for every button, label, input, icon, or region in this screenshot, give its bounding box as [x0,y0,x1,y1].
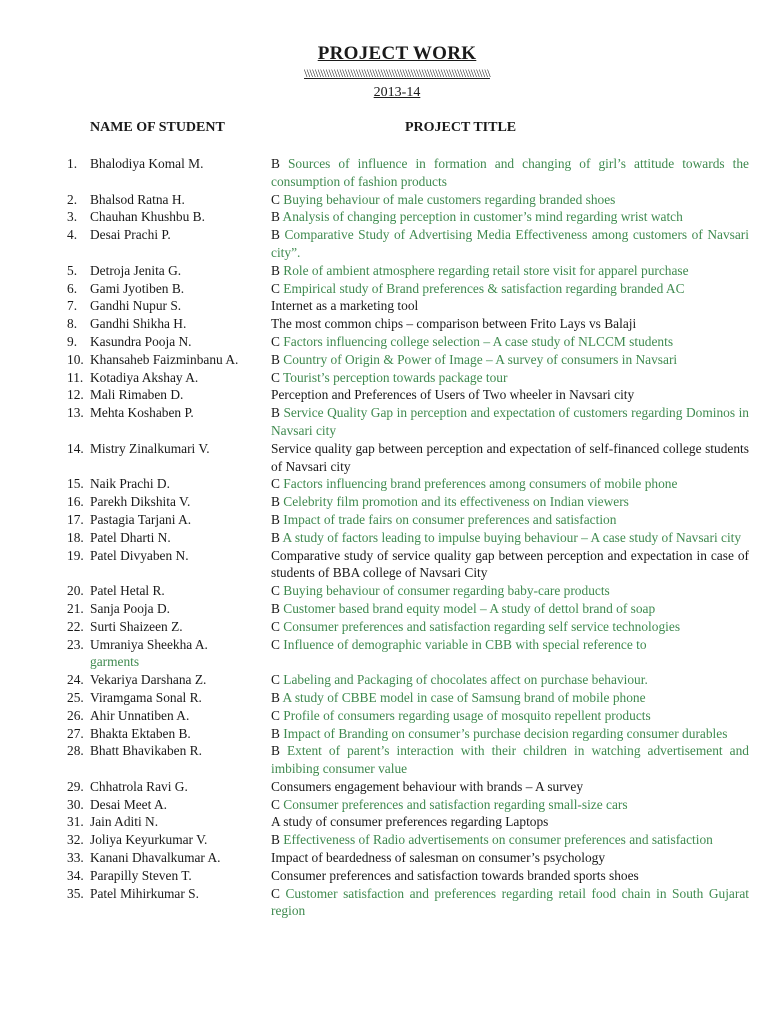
student-name: Mehta Koshaben P. [90,405,194,421]
project-title-cell [271,582,749,600]
project-list [0,155,768,920]
row-number: 1. [67,156,78,171]
list-item [0,529,768,547]
list-item [0,333,768,351]
list-item [0,547,768,583]
row-number: 23. [67,636,84,652]
row-number: 7. [67,298,78,314]
project-title-cell [271,404,749,440]
project-title: Profile of consumers regarding usage of mosquito repellent products [283,707,651,723]
row-number: 33. [67,850,84,866]
student-name: Patel Mihirkumar S. [90,885,199,901]
grade-letter: B [271,262,280,278]
project-title: Extent of parent’s interaction with their children in watching advertisement and imbibing consumer value [271,743,749,777]
list-item [0,511,768,529]
grade-letter: C [271,672,280,688]
grade-letter: B [271,209,280,225]
grade-letter: C [271,796,280,812]
grade-letter: B [271,529,280,545]
row-number: 16. [67,494,84,510]
grade-letter: C [271,333,280,349]
list-item [0,671,768,689]
student-name: Mali Rimaben D. [90,387,184,403]
project-title: Empirical study of Brand preferences & satisfaction regarding branded AC [283,280,685,296]
list-item [0,689,768,707]
student-name: Bhalodiya Komal M. [90,156,204,171]
list-item [0,369,768,387]
list-item [0,742,768,778]
list-item [0,191,768,209]
row-number: 24. [67,672,84,688]
project-title-cell [271,315,749,333]
project-title-cell [271,689,749,707]
row-number: 11. [67,369,84,385]
project-title: Consumer preferences and satisfaction regarding self service technologies [283,618,681,634]
list-item [0,600,768,618]
student-name: Parapilly Steven T. [90,867,192,883]
student-name: Khansaheb Faizminbanu A. [90,351,239,367]
project-title-cell [271,369,749,387]
project-title: Tourist’s perception towards package tour [283,369,508,385]
project-title: Consumers engagement behaviour with brands – A survey [271,778,584,794]
grade-letter: B [271,494,280,510]
column-header-title: PROJECT TITLE [405,120,517,135]
project-title-cell [271,226,749,262]
project-title-cell [271,475,749,493]
grade-letter: B [271,725,280,741]
list-item [0,849,768,867]
row-number: 20. [67,583,84,599]
list-item [0,885,768,921]
project-title: Effectiveness of Radio advertisements on consumer preferences and satisfaction [283,832,713,848]
row-number: 4. [67,227,78,243]
row-number: 35. [67,885,84,901]
student-name: Kasundra Pooja N. [90,333,192,349]
project-title: A study of CBBE model in case of Samsung brand of mobile phone [282,689,646,705]
row-number: 21. [67,600,84,616]
grade-letter: C [271,636,280,652]
student-name: Parekh Dikshita V. [90,494,191,510]
academic-year: 2013-14 [373,85,421,100]
project-title: Impact of trade fairs on consumer preferences and satisfaction [283,511,617,527]
student-name: Patel Divyaben N. [90,547,189,563]
list-item [0,707,768,725]
project-title: Factors influencing brand preferences among consumers of mobile phone [283,476,678,492]
project-title-cell [271,707,749,725]
grade-letter: C [271,280,280,296]
student-name: Gandhi Nupur S. [90,298,182,314]
project-title-cell [271,386,749,404]
student-name: Chauhan Khushbu B. [90,209,205,225]
row-number: 19. [67,547,84,563]
list-item [0,813,768,831]
list-item [0,796,768,814]
project-title: Country of Origin & Power of Image – A survey of consumers in Navsari [283,351,678,367]
row-number: 31. [67,814,84,830]
list-item [0,493,768,511]
grade-letter: C [271,885,280,901]
project-title-cell [271,796,749,814]
project-title: Buying behaviour of consumer regarding baby-care products [283,583,610,599]
project-title-cell [271,831,749,849]
project-title: Impact of beardedness of salesman on consumer’s psychology [271,850,606,866]
project-title-cell [271,885,749,921]
row-number: 6. [67,280,78,296]
row-number: 5. [67,262,78,278]
list-item [0,475,768,493]
student-name: Surti Shaizeen Z. [90,618,183,634]
row-number: 22. [67,618,84,634]
row-number: 29. [67,778,84,794]
project-title: Labeling and Packaging of chocolates affect on purchase behaviour. [283,672,648,688]
project-title-cell [271,671,749,689]
student-name: Vekariya Darshana Z. [90,672,207,688]
student-name: Bhakta Ektaben B. [90,725,191,741]
list-item [0,778,768,796]
project-title: Internet as a marketing tool [271,298,419,314]
row-number: 14. [67,440,84,456]
project-title-cell [271,600,749,618]
project-title-cell [271,493,749,511]
project-title: Sources of influence in formation and changing of girl’s attitude towards the consumption of fashion products [271,156,749,189]
student-name: Kanani Dhavalkumar A. [90,850,221,866]
project-title-cell [271,280,749,298]
student-name: Pastagia Tarjani A. [90,511,192,527]
project-title-cell [271,440,749,476]
list-item [0,404,768,440]
row-number: 34. [67,867,84,883]
row-number: 3. [67,209,78,225]
grade-letter: C [271,191,280,207]
list-item [0,351,768,369]
student-name: Bhalsod Ratna H. [90,191,185,207]
grade-letter: B [271,405,280,421]
list-item [0,208,768,226]
student-name: Sanja Pooja D. [90,600,170,616]
column-header-name: NAME OF STUDENT [90,120,225,135]
project-title: Consumer preferences and satisfaction regarding small-size cars [283,796,628,812]
list-item [0,297,768,315]
project-title-cell [271,547,749,583]
grade-letter: C [271,369,280,385]
grade-letter: C [271,476,280,492]
student-name: Patel Hetal R. [90,583,165,599]
project-title: Impact of Branding on consumer’s purchase decision regarding consumer durables [283,725,728,741]
project-title: Service Quality Gap in perception and expectation of customers regarding Dominos in Navsari city [271,405,749,438]
project-title-cell [271,191,749,209]
row-number: 28. [67,743,84,759]
row-number: 12. [67,387,84,403]
student-name: Desai Prachi P. [90,227,171,243]
grade-letter: C [271,707,280,723]
row-number: 10. [67,351,84,367]
project-title: Comparative study of service quality gap between perception and expectation in case of students of BBA college of Navsari City [271,547,749,581]
row-number: 9. [67,333,78,349]
row-number: 17. [67,511,84,527]
project-title: Analysis of changing perception in customer’s mind regarding wrist watch [282,209,683,225]
grade-letter: B [271,511,280,527]
row-number: 18. [67,529,84,545]
student-name: Viramgama Sonal R. [90,689,202,705]
project-title: Service quality gap between perception and expectation of self-financed college students of Navsari city [271,440,749,474]
student-name: Mistry Zinalkumari V. [90,440,210,456]
student-name: Detroja Jenita G. [90,262,182,278]
list-item [0,280,768,298]
project-title-cell [271,867,749,885]
project-title-cell [271,333,749,351]
project-title: Consumer preferences and satisfaction towards branded sports shoes [271,867,639,883]
row-number: 26. [67,707,84,723]
project-title: Customer based brand equity model – A study of dettol brand of soap [283,600,656,616]
project-title: A study of factors leading to impulse buying behaviour – A case study of Navsari city [282,529,742,545]
project-title: Buying behaviour of male customers regarding branded shoes [283,191,616,207]
student-name: Gandhi Shikha H. [90,316,187,332]
decorative-slash-line: \\\\\\\\\\\\\\\\\\\\\\\\\\\\\\\\\\\\\\\\\\\\\\\\\\\\\\\\\\\\\\\\\\\\ [304,66,490,80]
document-title: PROJECT WORK [317,43,477,64]
student-name: Bhatt Bhavikaben R. [90,743,202,759]
grade-letter: B [271,832,280,848]
project-title-cell [271,778,749,796]
student-name: Jain Aditi N. [90,814,159,830]
student-name: Naik Prachi D. [90,476,170,492]
row-number: 2. [67,191,78,207]
project-title-cell [271,351,749,369]
list-item [0,386,768,404]
list-item [0,226,768,262]
row-number: 13. [67,405,84,421]
row-number: 30. [67,796,84,812]
project-title-cell [271,511,749,529]
grade-letter: C [271,618,280,634]
list-item [0,155,768,191]
student-name: Umraniya Sheekha A. [90,636,208,652]
grade-letter: B [271,227,280,243]
project-title-cell [271,208,749,226]
grade-letter: C [271,583,280,599]
project-title: The most common chips – comparison between Frito Lays vs Balaji [271,316,637,332]
row-number: 15. [67,476,84,492]
project-title: Influence of demographic variable in CBB with special reference to [283,636,647,652]
project-title-cell [271,262,749,280]
list-item [0,636,768,672]
student-name: Joliya Keyurkumar V. [90,832,208,848]
student-name: Kotadiya Akshay A. [90,369,199,385]
project-title-cell [271,742,749,778]
row-number: 27. [67,725,84,741]
project-title-cell [271,849,749,867]
project-title: Customer satisfaction and preferences regarding retail food chain in South Gujarat region [271,885,749,919]
grade-letter: B [271,600,280,616]
project-title: Role of ambient atmosphere regarding retail store visit for apparel purchase [283,262,689,278]
list-item [0,440,768,476]
list-item [0,582,768,600]
project-title: Perception and Preferences of Users of Two wheeler in Navsari city [271,387,635,403]
project-title-cell [271,813,749,831]
grade-letter: B [271,351,280,367]
project-title: Factors influencing college selection – A case study of NLCCM students [283,333,674,349]
project-title: Celebrity film promotion and its effectiveness on Indian viewers [283,494,629,510]
project-title: Comparative Study of Advertising Media Effectiveness among customers of Navsari city”. [271,227,749,260]
list-item [0,831,768,849]
grade-letter: B [271,156,280,171]
student-name: Ahir Unnatiben A. [90,707,190,723]
grade-letter: B [271,743,280,759]
project-title-cell [271,618,749,636]
project-title-continuation: garments [90,654,140,670]
row-number: 32. [67,832,84,848]
project-title-cell [271,725,749,743]
student-name: Patel Dharti N. [90,529,171,545]
list-item [0,315,768,333]
row-number: 25. [67,689,84,705]
row-number: 8. [67,316,78,332]
list-item [0,725,768,743]
list-item [0,262,768,280]
list-item [0,867,768,885]
project-title-cell [271,529,749,547]
student-name: Desai Meet A. [90,796,167,812]
project-title: A study of consumer preferences regarding Laptops [271,814,549,830]
student-name: Chhatrola Ravi G. [90,778,188,794]
project-title-cell [271,297,749,315]
student-name: Gami Jyotiben B. [90,280,185,296]
project-title-cell [271,155,749,191]
list-item [0,618,768,636]
grade-letter: B [271,689,280,705]
